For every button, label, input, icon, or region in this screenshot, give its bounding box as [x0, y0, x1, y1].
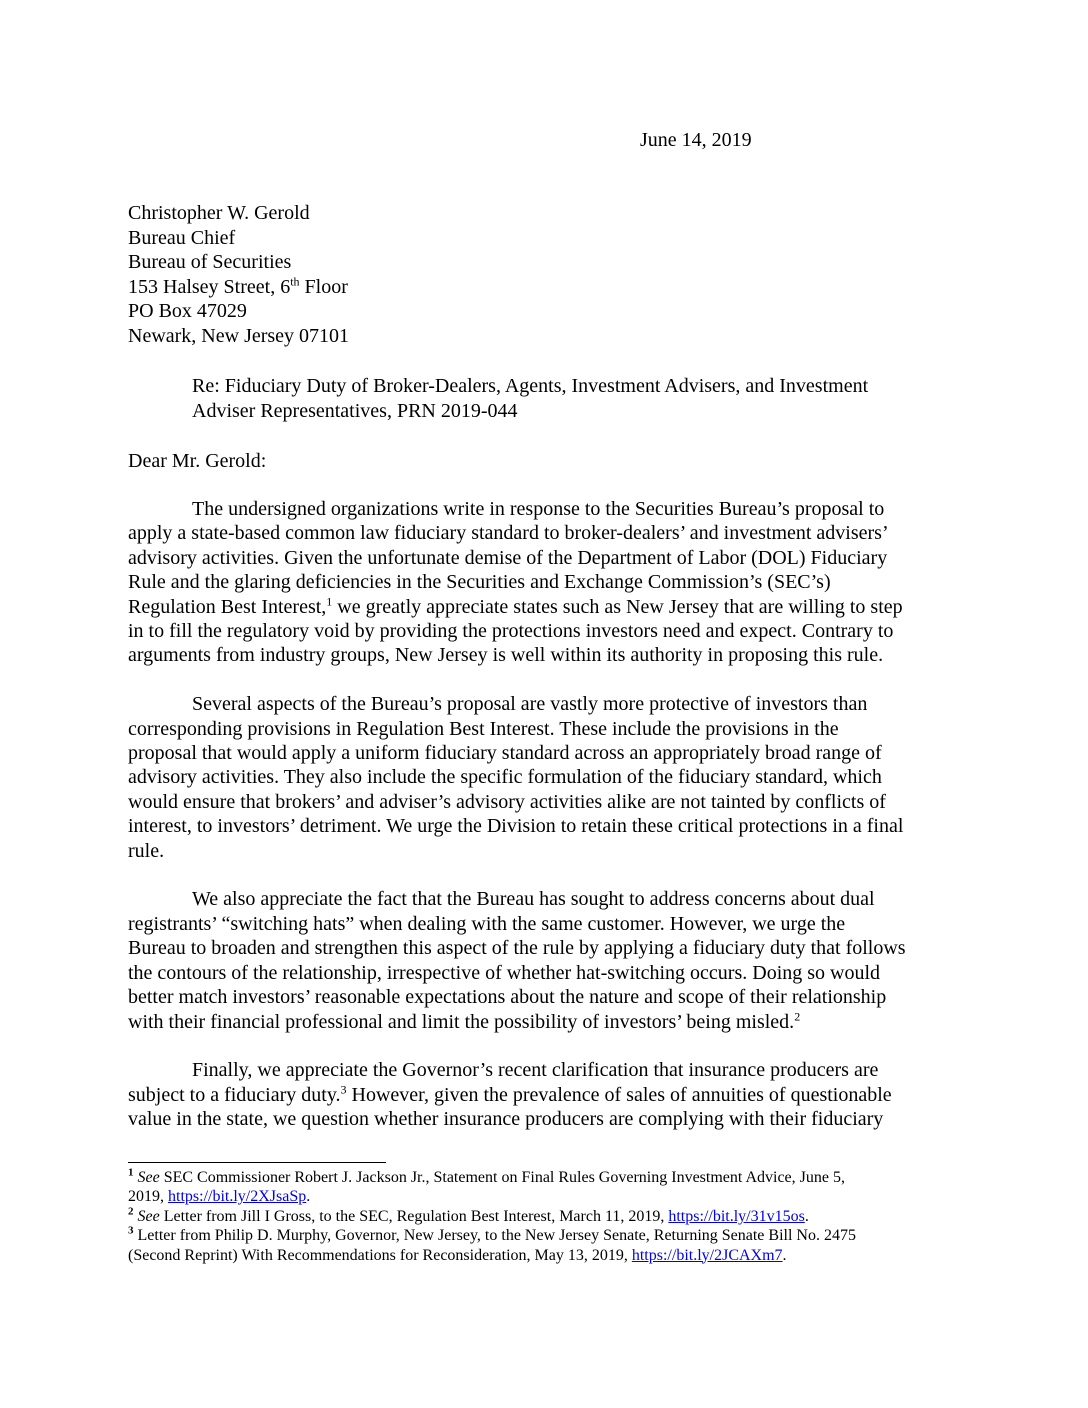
footnote-divider: [128, 1162, 386, 1163]
footnote-ref-3: 3: [340, 1082, 347, 1097]
recipient-pobox: PO Box 47029: [128, 300, 247, 322]
paragraph-3: We also appreciate the fact that the Bureau has sought to address concerns about dual registrants’ “switching hats” when dealing with the same customer. However, we urge the Bureau to broaden and strengthen this aspect of the rule by applying a fiduciary duty that follows the contours of the relationship, irrespective of whether hat-switching occurs. Doing so would better match investors’ reasonable expectations about the nature and scope of their relationship with their financial professional and limit the possibility of investors’ being misled.$^2$: [128, 888, 906, 1033]
letter-body: [128, 497, 968, 1156]
salutation: Dear Mr. Gerold:: [128, 450, 267, 472]
recipient-street: 153 Halsey Street, 6th Floor: [128, 273, 348, 298]
recipient-organization: Bureau of Securities: [128, 251, 292, 273]
footnote-ref-2: 2: [794, 1008, 801, 1023]
recipient-city: Newark, New Jersey 07101: [128, 324, 350, 347]
paragraph-4: Finally, we appreciate the Governor’s recent clarification that insurance producers are subject to a fiduciary duty.$^3$ However, given the prevalence of sales of annuities of questionable value in the state, we question whether insurance producers are complying with their fiduciary: [128, 1059, 892, 1131]
ordinal-superscript: th: [290, 273, 300, 288]
recipient-title: Bureau Chief: [128, 226, 236, 249]
footnote-1: $^1$ See SEC Commissioner Robert J. Jackson Jr., Statement on Final Rules Governing Investment Advice, June 5,: [128, 1166, 845, 1186]
letter-date: June 14, 2019: [640, 129, 752, 151]
footnote-3-link[interactable]: https://bit.ly/2JCAXm7: [631, 1246, 783, 1264]
footnote-ref-1: 1: [326, 593, 333, 608]
recipient-name: Christopher W. Gerold: [128, 202, 310, 224]
footnote-1-link[interactable]: https://bit.ly/2XJsaSp: [168, 1188, 307, 1206]
footnotes: $^1$ See SEC Commissioner Robert J. Jackson Jr., Statement on Final Rules Governing Investment Advice, June 5, 2019, https://bit.ly/2XJsaSp. $^2$ See Letter from Jill I Gross, to the SEC, Regulation Best Interest, March 11, 2019, https://bit.ly/31v15os. $^3$ Letter from Philip D. Murphy, Governor, New Jersey, to the New Jersey Senate, Returning Senate Bill No. 2475 (Second Reprint) With Recommendations for Reconsideration, May 13, 2019, https://bit.ly/2JCAXm7.: [128, 1168, 968, 1265]
footnote-2-link[interactable]: https://bit.ly/31v15os: [668, 1207, 805, 1225]
subject-line: Re: Fiduciary Duty of Broker-Dealers, Agents, Investment Advisers, and Investment Adviser Representatives, PRN 2019-044: [192, 375, 869, 422]
footnote-2: $^2$ See Letter from Jill I Gross, to the SEC, Regulation Best Interest, March 11, 2019, https://bit.ly/31v15os.: [128, 1205, 809, 1225]
paragraph-2: Several aspects of the Bureau’s proposal are vastly more protective of investors than corresponding provisions in Regulation Best Interest. These include the provisions in the proposal that would apply a uniform fiduciary standard across an appropriately broad range of advisory activities. They also include the specific formulation of the fiduciary standard, which would ensure that brokers’ and adviser’s advisory activities alike are not tainted by conflicts of interest, to investors’ detriment. We urge the Division to retain these critical protections in a final rule.: [128, 693, 904, 862]
footnote-3: $^3$ Letter from Philip D. Murphy, Governor, New Jersey, to the New Jersey Senate, Returning Senate Bill No. 2475: [128, 1224, 856, 1245]
recipient-address: [128, 201, 349, 348]
paragraph-1: The undersigned organizations write in response to the Securities Bureau’s proposal to apply a state-based common law fiduciary standard to broker-dealers’ and investment advisers’ advisory activities. Given the unfortunate demise of the Department of Labor (DOL) Fiduciary Rule and the glaring deficiencies in the Securities and Exchange Commission’s (SEC’s) Regulation Best Interest,$^1$ we greatly appreciate states such as New Jersey that are willing to step in to fill the regulatory void by providing the protections investors need and expect. Contrary to arguments from industry groups, New Jersey is well within its authority in proposing this rule.: [128, 498, 903, 667]
